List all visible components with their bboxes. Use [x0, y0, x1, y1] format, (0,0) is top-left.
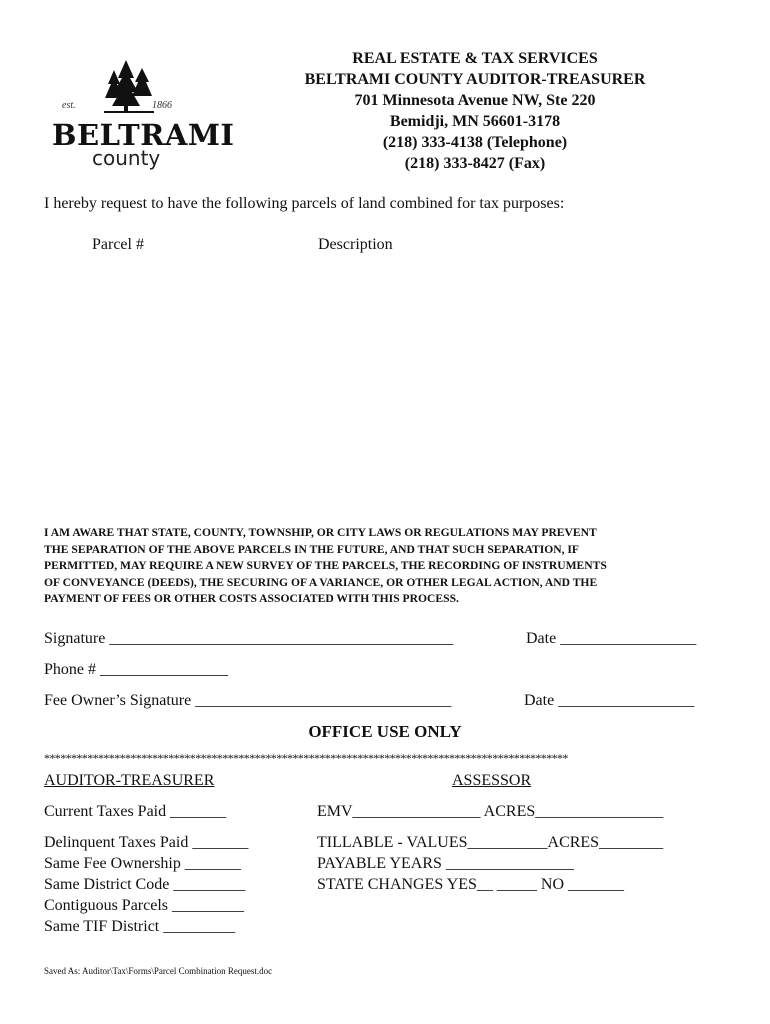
logo-est: est.	[62, 100, 76, 111]
disclaimer-line: PAYMENT OF FEES OR OTHER COSTS ASSOCIATED WITH THIS PROCESS.	[44, 592, 459, 605]
logo-name: BELTRAMI	[52, 118, 235, 152]
footer-saved-as: Saved As: Auditor\Tax\Forms\Parcel Combination Request.doc	[44, 966, 273, 976]
header-line: BELTRAMI COUNTY AUDITOR-TREASURER	[304, 71, 646, 88]
same-tif-district-field[interactable]: Same TIF District _________	[44, 918, 236, 935]
same-district-code-field[interactable]: Same District Code _________	[44, 876, 246, 893]
parcel-column-header: Parcel #	[92, 236, 144, 253]
description-column-header: Description	[318, 236, 393, 253]
header-line: Bemidji, MN 56601-3178	[389, 113, 561, 130]
state-changes-field[interactable]: STATE CHANGES YES__ _____ NO _______	[317, 876, 625, 893]
same-fee-ownership-field[interactable]: Same Fee Ownership _______	[44, 855, 241, 872]
header-line: REAL ESTATE & TAX SERVICES	[352, 50, 598, 67]
contiguous-parcels-field[interactable]: Contiguous Parcels _________	[44, 897, 244, 914]
disclaimer-line: I AM AWARE THAT STATE, COUNTY, TOWNSHIP, OR CITY LAWS OR REGULATIONS MAY PREVENT	[44, 526, 597, 539]
star-divider: *************************************************************************************************	[44, 751, 568, 765]
fee-owner-signature-field[interactable]: Fee Owner’s Signature ________________________________	[44, 692, 452, 709]
disclaimer-line: OF CONVEYANCE (DEEDS), THE SECURING OF A VARIANCE, OR OTHER LEGAL ACTION, AND THE	[44, 575, 598, 589]
disclaimer-line: THE SEPARATION OF THE ABOVE PARCELS IN THE FUTURE, AND THAT SUCH SEPARATION, IF	[44, 542, 580, 556]
request-intro: I hereby request to have the following parcels of land combined for tax purposes:	[44, 195, 565, 212]
signature-field[interactable]: Signature ___________________________________________	[44, 630, 454, 647]
logo-year: 1866	[152, 100, 172, 111]
date-field[interactable]: Date _________________	[526, 630, 697, 647]
assessor-heading: ASSESSOR	[452, 772, 532, 789]
header-line: (218) 333-4138 (Telephone)	[382, 134, 568, 151]
office-use-title: OFFICE USE ONLY	[308, 722, 462, 741]
logo-county: county	[92, 146, 161, 170]
current-taxes-field[interactable]: Current Taxes Paid _______	[44, 803, 227, 820]
phone-field[interactable]: Phone # ________________	[44, 661, 228, 678]
legal-disclaimer	[44, 525, 734, 608]
delinquent-taxes-field[interactable]: Delinquent Taxes Paid _______	[44, 834, 249, 851]
disclaimer-line: PERMITTED, MAY REQUIRE A NEW SURVEY OF THE PARCELS, THE RECORDING OF INSTRUMENTS	[44, 559, 607, 572]
office-header	[270, 48, 680, 174]
emv-acres-field[interactable]: EMV________________ ACRES________________	[317, 803, 664, 820]
county-logo	[52, 60, 235, 170]
payable-years-field[interactable]: PAYABLE YEARS ________________	[317, 855, 574, 872]
header-line: (218) 333-8427 (Fax)	[404, 155, 546, 172]
tillable-values-field[interactable]: TILLABLE - VALUES__________ACRES________	[317, 834, 664, 851]
fee-owner-date-field[interactable]: Date _________________	[524, 692, 695, 709]
pine-trees-icon	[104, 60, 154, 114]
auditor-heading: AUDITOR-TREASURER	[44, 772, 215, 789]
header-line: 701 Minnesota Avenue NW, Ste 220	[354, 92, 596, 109]
